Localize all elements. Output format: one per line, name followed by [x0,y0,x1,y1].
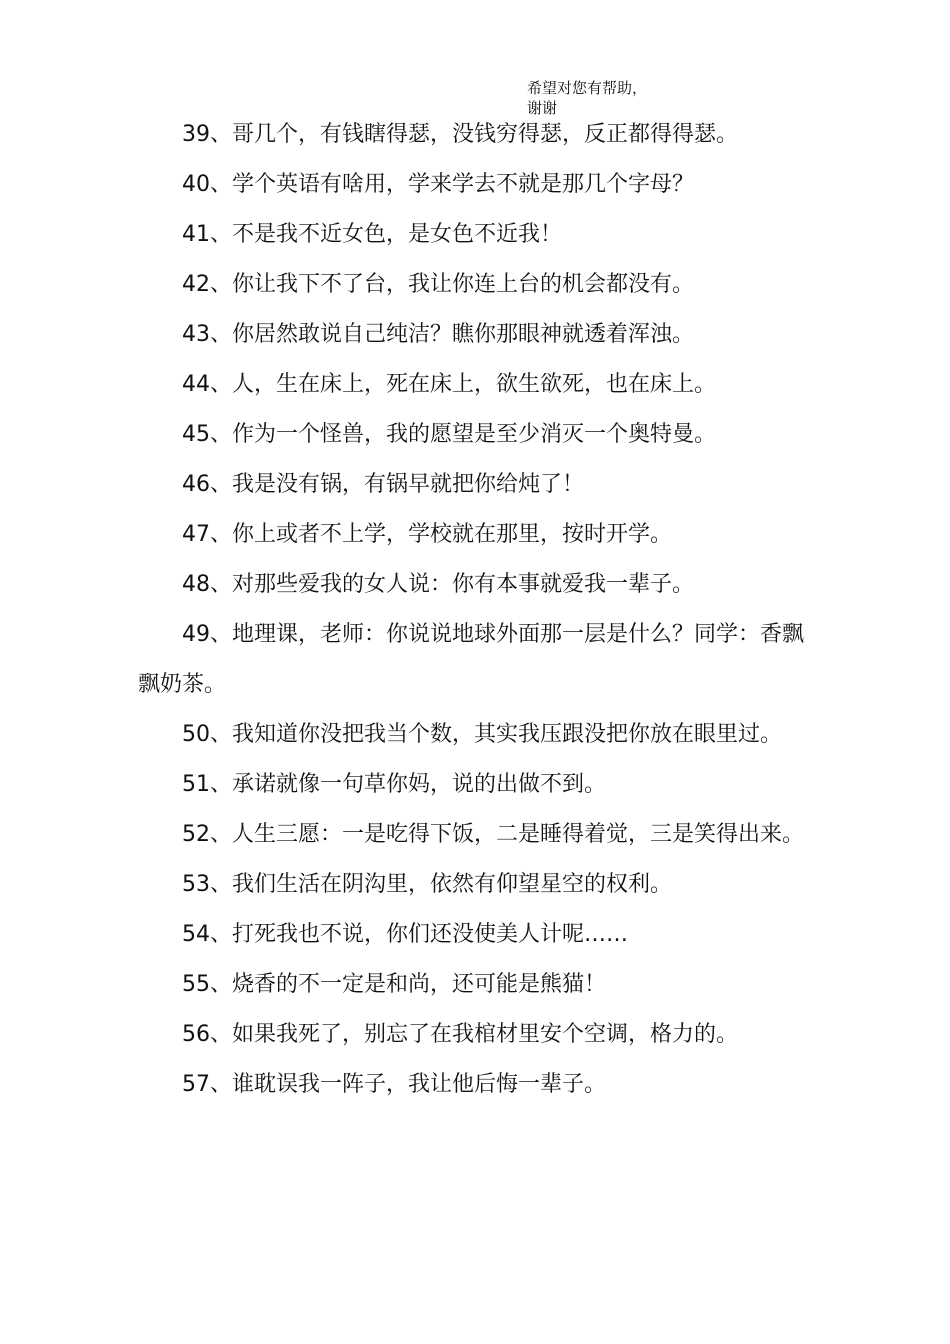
header-note-line-2: 谢谢 [527,99,558,117]
paragraph-39: 39、哥几个，有钱瞎得瑟，没钱穷得瑟，反正都得得瑟。 [182,122,738,147]
paragraph-41: 41、不是我不近女色，是女色不近我！ [182,222,562,247]
paragraph-53: 53、我们生活在阴沟里，依然有仰望星空的权利。 [182,872,672,897]
paragraph-45: 45、作为一个怪兽，我的愿望是至少消灭一个奥特曼。 [182,422,716,447]
paragraph-46: 46、我是没有锅，有锅早就把你给炖了！ [182,472,584,497]
paragraph-50: 50、我知道你没把我当个数，其实我压跟没把你放在眼里过。 [182,722,782,747]
paragraph-55: 55、烧香的不一定是和尚，还可能是熊猫！ [182,972,606,997]
paragraph-51: 51、承诺就像一句草你妈，说的出做不到。 [182,772,606,797]
paragraph-56: 56、如果我死了，别忘了在我棺材里安个空调，格力的。 [182,1022,738,1047]
paragraph-47: 47、你上或者不上学，学校就在那里，按时开学。 [182,522,672,547]
paragraph-42: 42、你让我下不了台，我让你连上台的机会都没有。 [182,272,694,297]
paragraph-40: 40、学个英语有啥用，学来学去不就是那几个字母？ [182,172,694,197]
paragraph-44: 44、人，生在床上，死在床上，欲生欲死，也在床上。 [182,372,716,397]
paragraph-49: 49、地理课，老师：你说说地球外面那一层是什么？同学：香飘飘奶茶。 [138,622,804,697]
paragraph-57: 57、谁耽误我一阵子，我让他后悔一辈子。 [182,1072,606,1097]
body-text [138,110,810,1110]
paragraph-43: 43、你居然敢说自己纯洁？瞧你那眼神就透着浑浊。 [182,322,694,347]
header-note-line-1: 希望对您有帮助， [527,79,648,97]
paragraph-52: 52、人生三愿：一是吃得下饭，二是睡得着觉，三是笑得出来。 [182,822,804,847]
paragraph-48: 48、对那些爱我的女人说：你有本事就爱我一辈子。 [182,572,694,597]
paragraph-54: 54、打死我也不说，你们还没使美人计呢…… [182,922,628,947]
